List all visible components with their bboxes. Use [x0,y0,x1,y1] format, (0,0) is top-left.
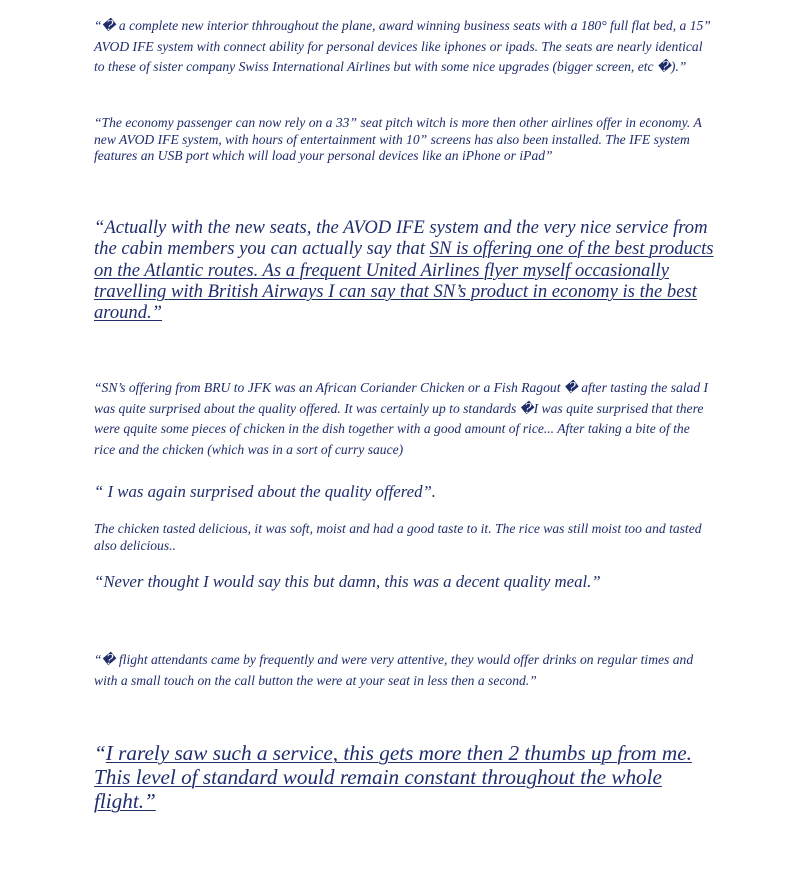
quote-service-lead: “ [94,741,106,765]
quote-economy-seat: “The economy passenger can now rely on a 33” seat pitch witch is more then other airlines offer in economy. A new AVOD IFE system, with hours of entertainment with 10” screens has also been installed. The IFE system features an USB port which will load your personal devices like an iPhone or iPad” [94,115,702,163]
quote-service [94,741,714,813]
quote-best-products-underlined: SN is offering one of the best products on the Atlantic routes. As a frequent United Airlines flyer myself occasionally travelling with British Airways I can say that SN’s product in economy is the best around.” [94,238,714,324]
quote-business-class: “� a complete new interior thhroughout the plane, award winning business seats with a 180° full flat bed, a 15” AVOD IFE system with connect ability for personal devices like iphones or ipads. The seats are nearly identical to these of sister company Swiss International Airlines but with some nice upgrades (bigger screen, etc �).” [94,18,711,74]
quote-decent-meal: “Never thought I would say this but damn, this was a decent quality meal.” [94,572,601,591]
quote-best-products-lead: “Actually with the new seats, the AVOD IFE system and the very nice service from the cabin members you can actually say that [94,217,708,260]
quote-best-products [94,217,714,323]
quote-quality-surprise: “ I was again surprised about the quality offered”. [94,482,436,501]
quote-chicken-taste: The chicken tasted delicious, it was soft, moist and had a good taste to it. The rice was still moist too and tasted also delicious.. [94,521,702,553]
quote-attendants: “� flight attendants came by frequently and were very attentive, they would offer drinks on regular times and with a small touch on the call button the were at your seat in less then a second.” [94,652,694,688]
quote-meal-offering: “SN’s offering from BRU to JFK was an African Coriander Chicken or a Fish Ragout � after tasting the salad I was quite surprised about the quality offered. It was certainly up to standards �I was quite surprised that there were qquite some pieces of chicken in the dish together with a good amount of rice... After taking a bite of the rice and the chicken (which was in a sort of curry sauce) [94,380,709,457]
quote-service-underlined: I rarely saw such a service, this gets more then 2 thumbs up from me. This level of standard would remain constant throughout the whole flight.” [94,741,692,813]
